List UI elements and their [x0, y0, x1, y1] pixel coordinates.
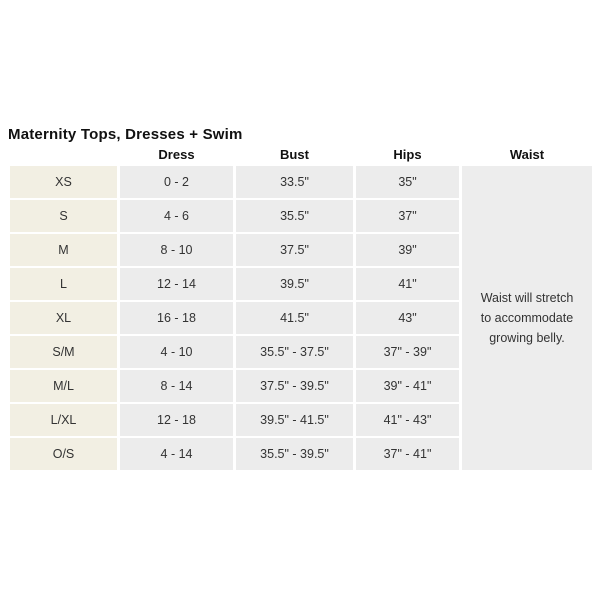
size-label: L	[10, 268, 117, 300]
size-label: XL	[10, 302, 117, 334]
bust-value: 37.5" - 39.5"	[236, 370, 353, 402]
hips-value: 37" - 41"	[356, 438, 459, 470]
hips-value: 37"	[356, 200, 459, 232]
bust-value: 33.5"	[236, 166, 353, 198]
size-label: L/XL	[10, 404, 117, 436]
size-label: M/L	[10, 370, 117, 402]
bust-value: 39.5"	[236, 268, 353, 300]
size-label: S	[10, 200, 117, 232]
bust-value: 35.5" - 37.5"	[236, 336, 353, 368]
hips-value: 41" - 43"	[356, 404, 459, 436]
bust-value: 39.5" - 41.5"	[236, 404, 353, 436]
bust-value: 35.5" - 39.5"	[236, 438, 353, 470]
bust-value: 37.5"	[236, 234, 353, 266]
size-label: O/S	[10, 438, 117, 470]
page-title: Maternity Tops, Dresses + Swim	[8, 126, 243, 143]
hips-value: 35"	[356, 166, 459, 198]
dress-value: 12 - 14	[120, 268, 233, 300]
bust-value: 35.5"	[236, 200, 353, 232]
header-dress: Dress	[158, 146, 195, 162]
hips-value: 39"	[356, 234, 459, 266]
header-bust: Bust	[280, 146, 309, 162]
hips-value: 41"	[356, 268, 459, 300]
header-waist: Waist	[509, 146, 545, 162]
hips-value: 43"	[356, 302, 459, 334]
hips-value: 37" - 39"	[356, 336, 459, 368]
dress-value: 12 - 18	[120, 404, 233, 436]
dress-value: 4 - 10	[120, 336, 233, 368]
size-chart-table	[10, 144, 592, 470]
dress-value: 4 - 14	[120, 438, 233, 470]
size-label: S/M	[10, 336, 117, 368]
bust-value: 41.5"	[236, 302, 353, 334]
size-label: XS	[10, 166, 117, 198]
size-label: M	[10, 234, 117, 266]
dress-value: 16 - 18	[120, 302, 233, 334]
header-hips: Hips	[393, 146, 422, 162]
header-size-empty	[10, 144, 117, 164]
dress-value: 0 - 2	[120, 166, 233, 198]
dress-value: 4 - 6	[120, 200, 233, 232]
dress-value: 8 - 10	[120, 234, 233, 266]
waist-note: Waist will stretch to accommodate growing belly.	[462, 166, 592, 470]
dress-value: 8 - 14	[120, 370, 233, 402]
hips-value: 39" - 41"	[356, 370, 459, 402]
